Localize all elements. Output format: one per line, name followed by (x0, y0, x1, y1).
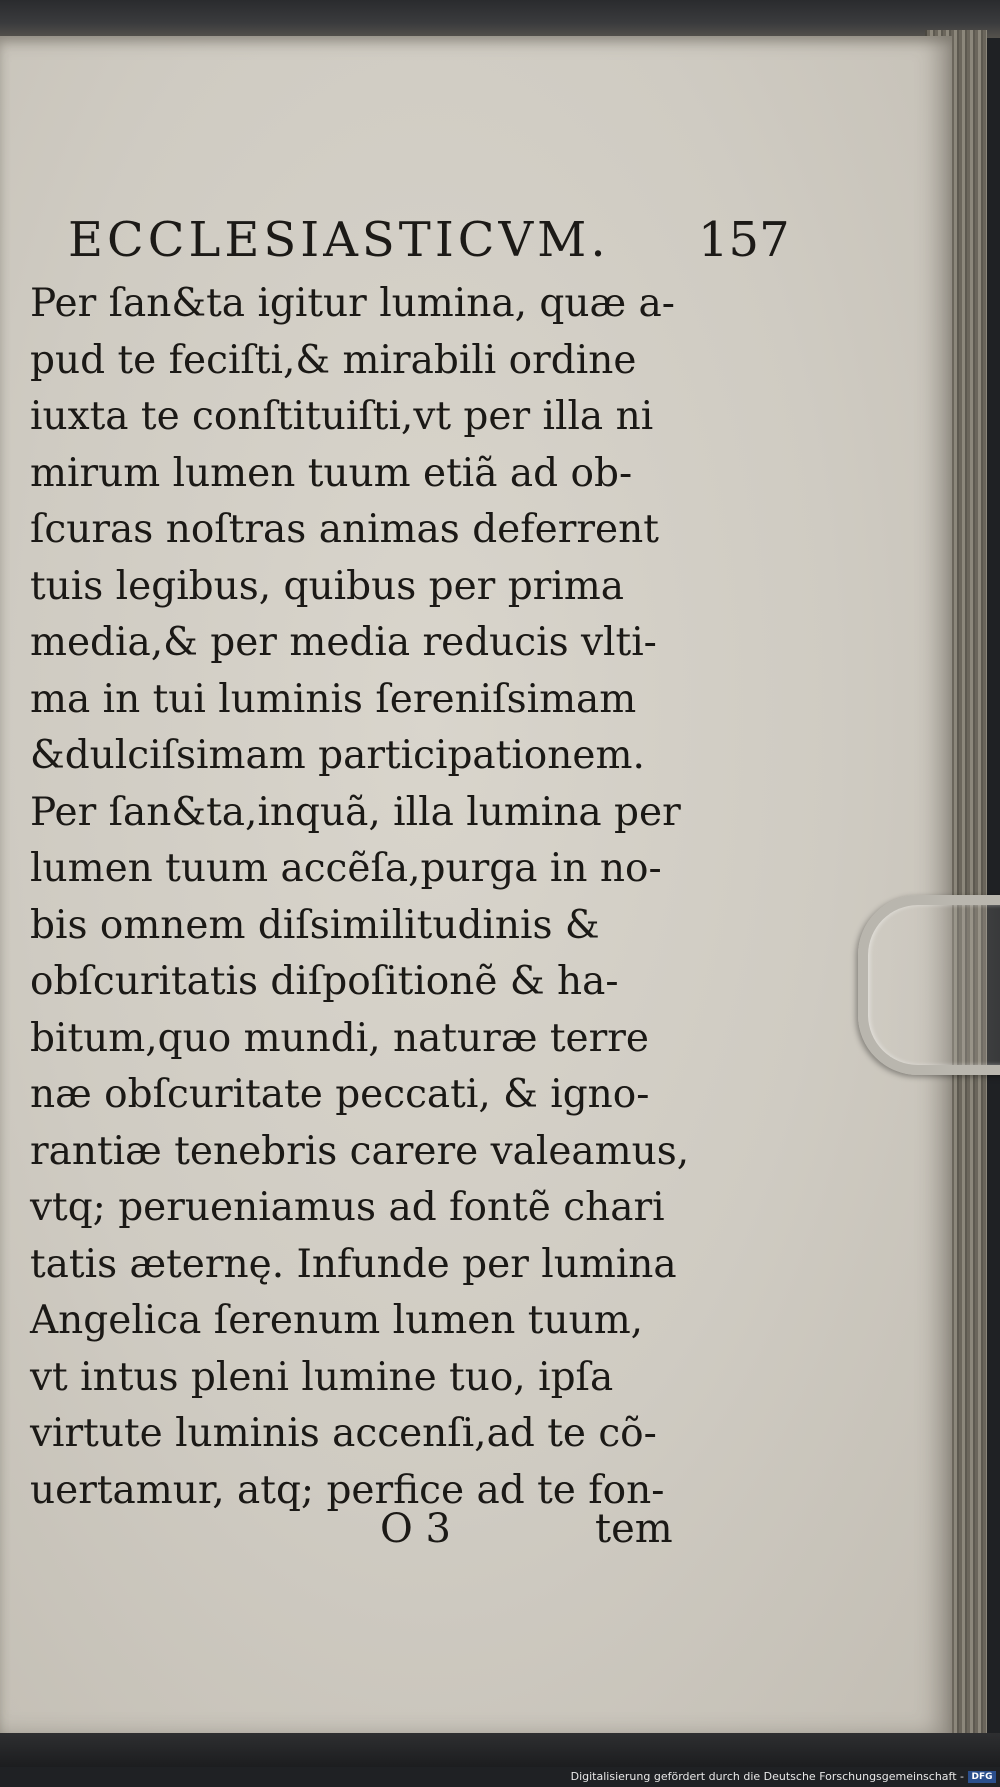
book-top-edge (0, 0, 1000, 38)
book-page (0, 36, 952, 1736)
text-line: vtq; perueniamus ad fontẽ chari (30, 1185, 665, 1230)
text-line: virtute luminis accenſi,ad te cõ- (30, 1411, 657, 1456)
page-footer (380, 1506, 680, 1562)
page-number: 157 (698, 212, 790, 268)
text-line: ma in tui luminis ſereniſsimam (30, 676, 637, 722)
text-line: uertamur, atq; perfice ad te fon- (30, 1467, 665, 1513)
running-header: ECCLESIASTICVM. (68, 212, 610, 268)
signature-mark: O 3 (380, 1506, 451, 1552)
page-clip (858, 895, 1000, 1075)
catchword: tem (595, 1506, 673, 1552)
text-line: tuis legibus, quibus per prima (30, 563, 625, 609)
dfg-logo-icon: DFG (968, 1771, 996, 1783)
text-line: obſcuritatis diſpoſitionẽ & ha- (30, 959, 619, 1004)
text-line: pud te feciſti,& mirabili ordine (30, 337, 637, 383)
text-line: media,& per media reducis vlti- (30, 620, 657, 665)
text-line: rantiæ tenebris carere valeamus, (30, 1128, 690, 1174)
text-line: ſcuras noſtras animas deferrent (30, 507, 659, 552)
body-text (30, 276, 710, 1519)
text-line: Per ſan&ta igitur lumina, quæ a- (30, 281, 675, 326)
digitization-credit: Digitalisierung gefördert durch die Deutsche Forschungsgemeinschaft - (570, 1770, 964, 1783)
text-line: bitum,quo mundi, naturæ terre (30, 1015, 649, 1061)
text-line: Angelica ſerenum lumen tuum, (30, 1298, 644, 1343)
text-line: mirum lumen tuum etiã ad ob- (30, 450, 633, 496)
text-line: næ obſcuritate peccati, & igno- (30, 1072, 650, 1117)
text-line: bis omnem diſsimilitudinis & (30, 902, 600, 948)
text-line: lumen tuum accẽſa,purga in no- (30, 846, 662, 891)
text-line: tatis æternę. Infunde per lumina (30, 1241, 677, 1287)
book-bottom-edge (0, 1733, 1000, 1767)
text-line: &dulciſsimam participationem. (30, 733, 645, 778)
text-line: vt intus pleni lumine tuo, ipſa (30, 1354, 614, 1400)
text-line: Per ſan&ta,inquã, illa lumina per (30, 789, 681, 835)
text-line: iuxta te conſtituiſti,vt per illa ni (30, 394, 654, 439)
